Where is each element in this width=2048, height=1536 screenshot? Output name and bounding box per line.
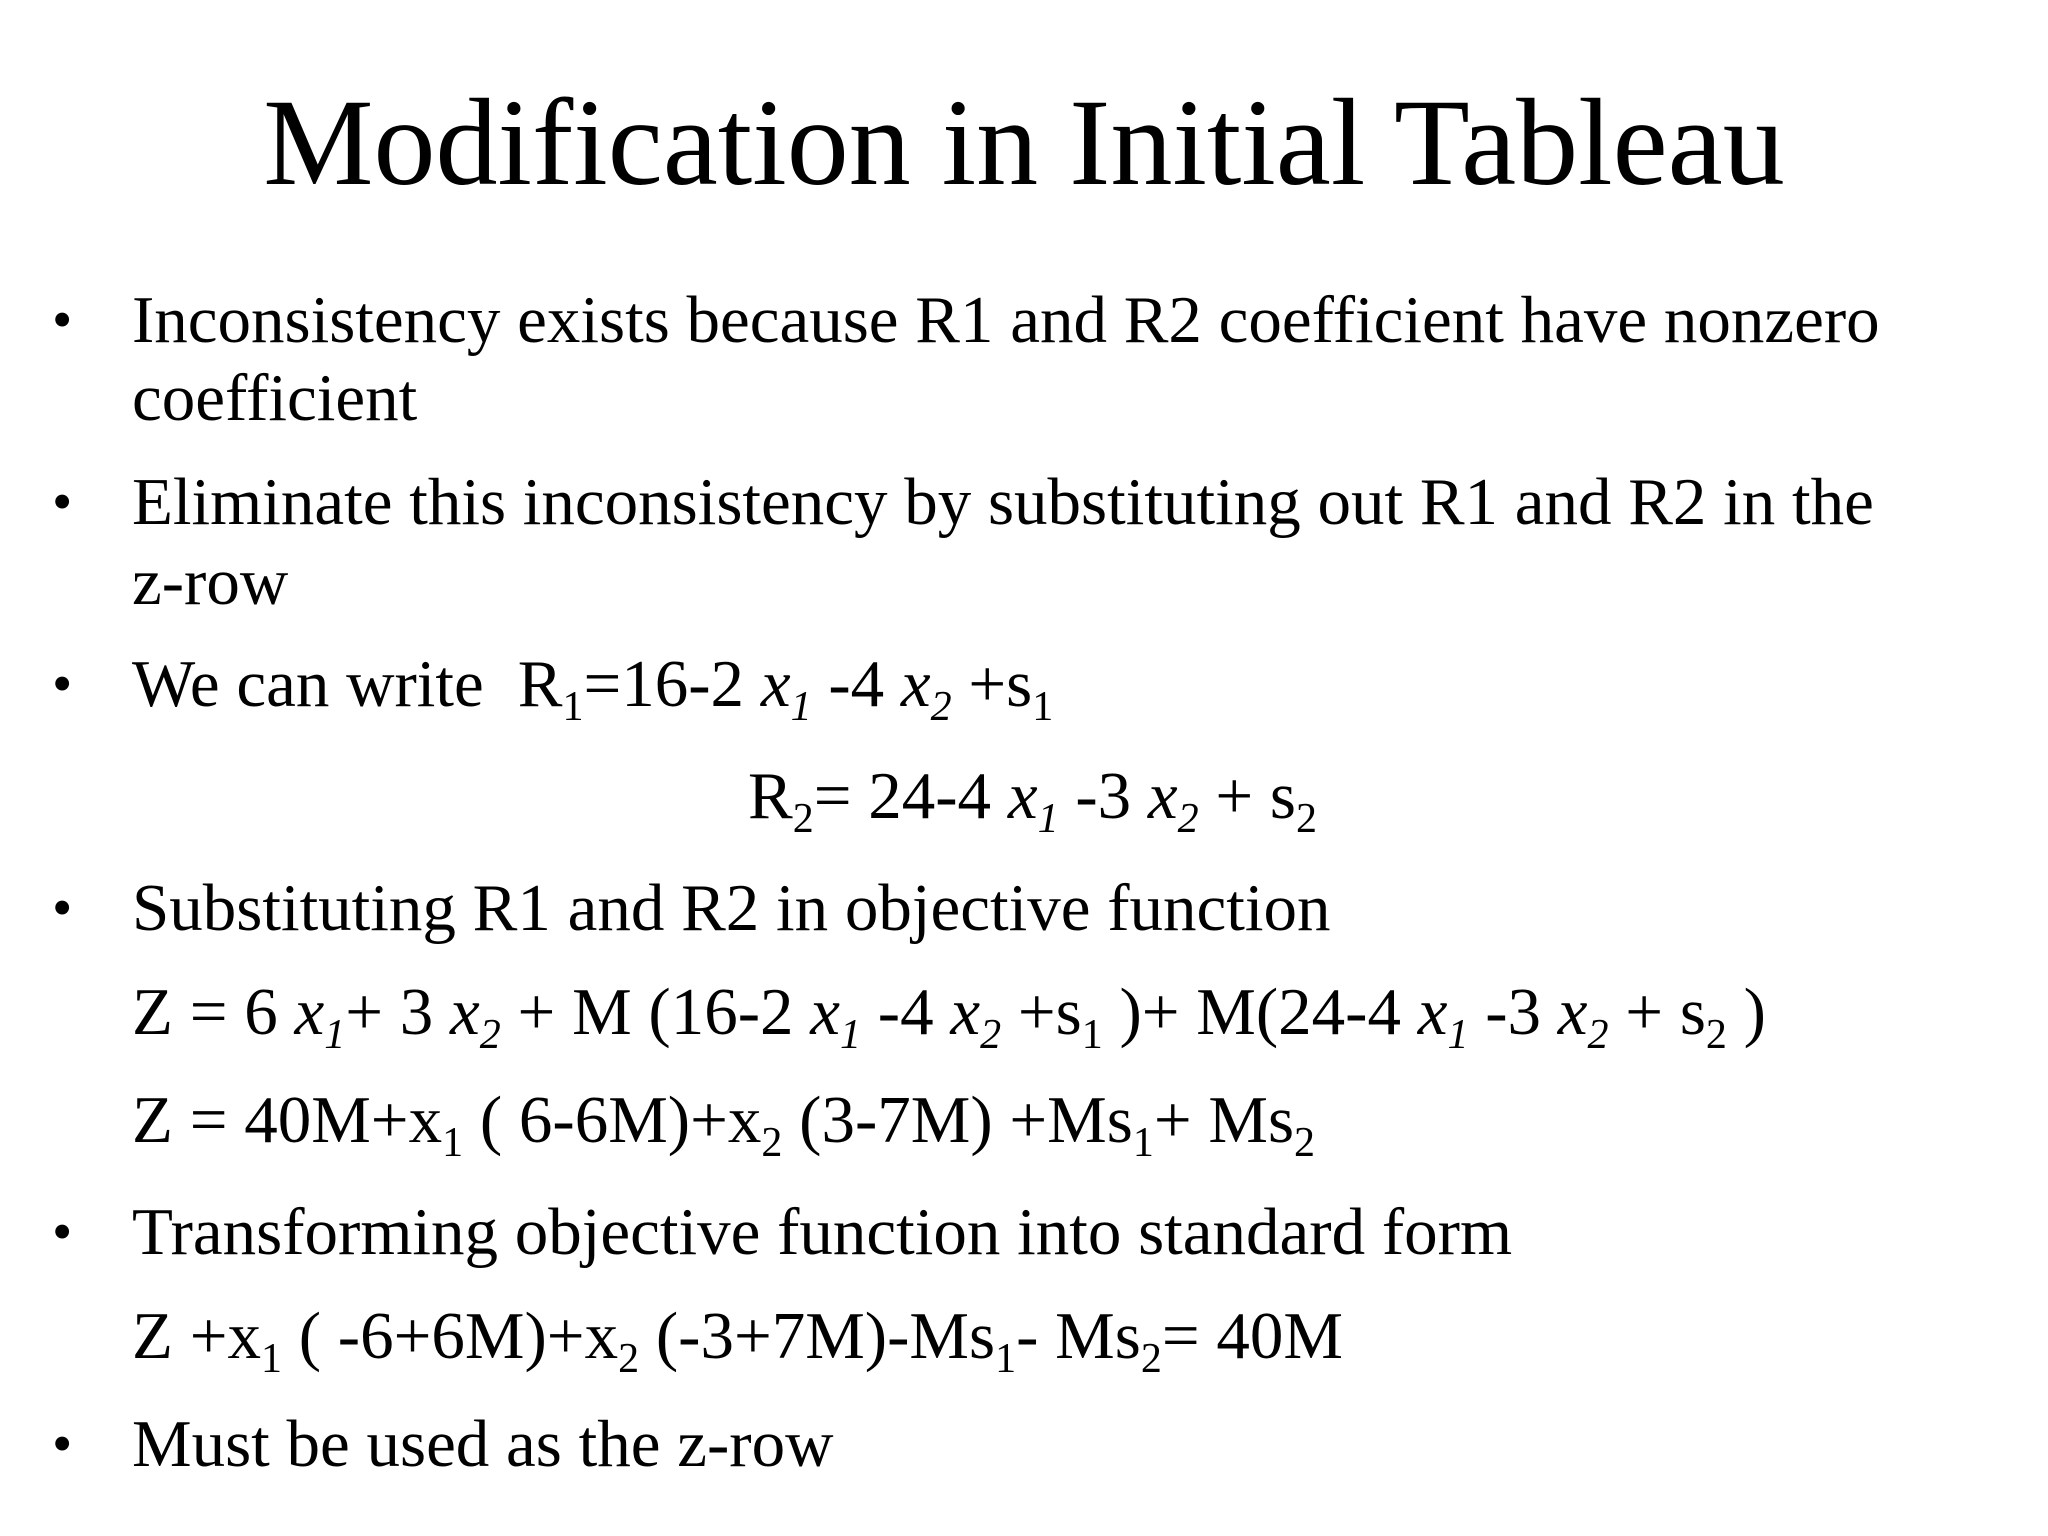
bullet-6-line: Must be used as the z-row <box>132 1407 834 1481</box>
equation-z-substituted: Z = 6 $x_1+ 3$ $x_2 + M$ (16-2 $x_1$ -4 $x_2 +s_1$ )+ M(24-4 $x_1$ -3 $x_2 + s_2$ ) <box>132 975 1766 1058</box>
equation-r1: $R_1=16-2$ $x_1$ -4 $x_2 +s_1$ <box>517 647 1054 730</box>
bullet-3-marker: • <box>52 651 73 716</box>
bullet-4-marker: • <box>52 875 73 940</box>
bullet-1-line-1: Inconsistency exists because R1 and R2 coefficient have nonzero <box>132 283 1880 357</box>
bullet-5-line: Transforming objective function into standard form <box>132 1195 1513 1269</box>
bullet-3-text: We can write <box>132 647 484 721</box>
bullet-6-marker: • <box>52 1411 73 1476</box>
bullet-3-line <box>132 644 1054 730</box>
equation-r2: $R_2= 24-4$ $x_1$ -3 $x_2 + s_2$ <box>748 759 1317 842</box>
bullet-4-line: Substituting R1 and R2 in objective function <box>132 871 1331 945</box>
equation-z-standard-form: $Z +x_1$ ( $-6+6M)+x_2$ $(-3+7M)-Ms_1-$ $Ms_2= 40M$ <box>132 1299 1343 1382</box>
bullet-5-marker: • <box>52 1199 73 1264</box>
bullet-2-line-2: z-row <box>132 545 289 619</box>
bullet-1-marker: • <box>52 287 73 352</box>
bullet-2-marker: • <box>52 469 73 534</box>
bullet-1-line-2: coefficient <box>132 361 418 435</box>
equation-z-simplified: $Z = 40M+x_1$ ( $6-6M)+x_2$ $(3-7M) +Ms_1+ Ms_2$ <box>132 1083 1316 1166</box>
slide-title: Modification in Initial Tableau <box>263 74 1785 211</box>
bullet-2-line-1: Eliminate this inconsistency by substituting out R1 and R2 in the <box>132 465 1874 539</box>
